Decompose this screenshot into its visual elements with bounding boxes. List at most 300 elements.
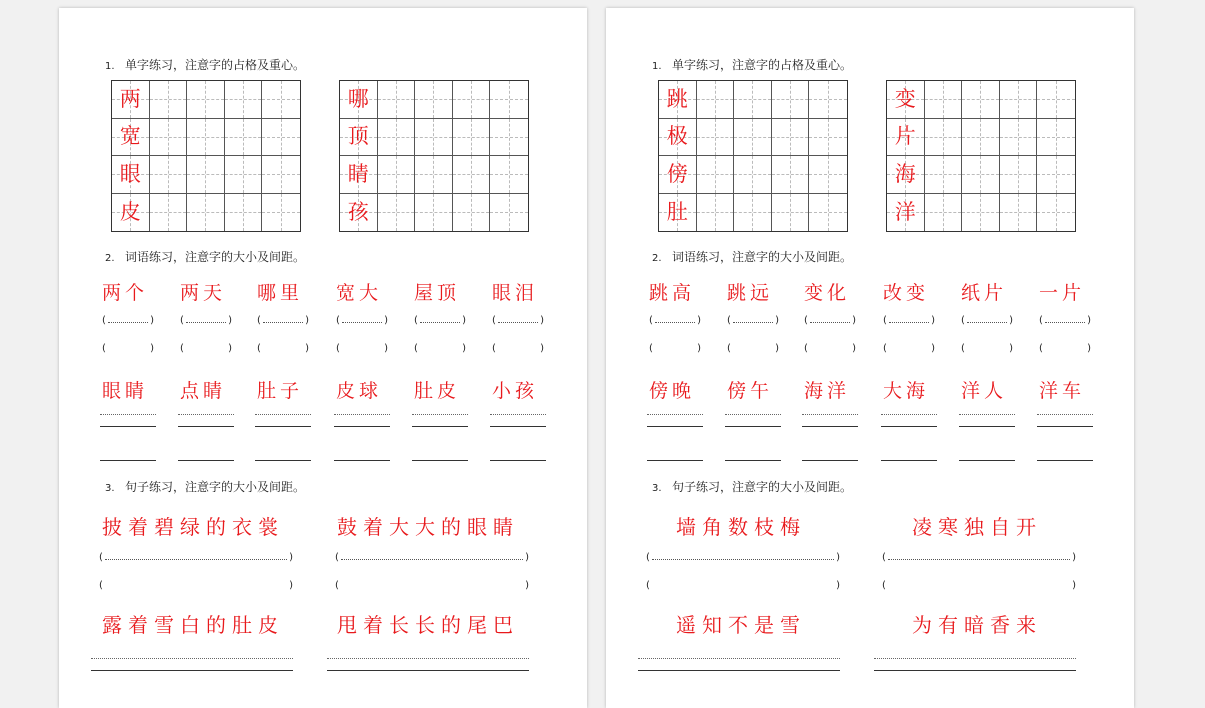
grid-cell[interactable] [453, 194, 491, 232]
model-character: 跳 [666, 86, 688, 111]
grid-cell[interactable] [809, 194, 847, 232]
grid-cell[interactable] [772, 81, 810, 119]
word-model: 两天 [180, 282, 227, 304]
baseline [725, 460, 781, 461]
pinyin-blank[interactable] [961, 315, 1013, 329]
grid-cell[interactable] [112, 81, 150, 119]
paren-close: ) [384, 343, 388, 354]
pinyin-blank[interactable] [649, 343, 701, 357]
pinyin-blank-long[interactable] [646, 580, 840, 594]
baseline [959, 460, 1015, 461]
paren-close: ) [775, 343, 779, 354]
baseline [490, 460, 546, 461]
baseline [255, 460, 311, 461]
paren-close: ) [305, 343, 309, 354]
dotted-guide [810, 322, 850, 323]
dotted-guide [498, 322, 538, 323]
pinyin-blank[interactable] [102, 343, 154, 357]
baseline [100, 460, 156, 461]
baseline [725, 426, 781, 427]
grid-cell[interactable] [925, 119, 963, 157]
paren-open: ( [646, 580, 650, 591]
grid-cell[interactable] [378, 81, 416, 119]
paren-open: ( [883, 343, 887, 354]
word-model: 跳高 [649, 282, 696, 304]
grid-cell[interactable] [809, 81, 847, 119]
grid-cell[interactable] [187, 156, 225, 194]
dotted-guide [341, 559, 523, 560]
paren-open: ( [336, 343, 340, 354]
paren-close: ) [228, 315, 232, 326]
pinyin-blank-long[interactable] [99, 580, 293, 594]
paren-close: ) [931, 315, 935, 326]
section-number: 2. [652, 253, 662, 264]
word-model: 一片 [1039, 282, 1086, 304]
grid-cell[interactable] [490, 156, 528, 194]
paren-open: ( [883, 315, 887, 326]
paren-open: ( [102, 315, 106, 326]
grid-cell[interactable] [962, 81, 1000, 119]
grid-cell[interactable] [734, 119, 772, 157]
grid-cell[interactable] [150, 194, 188, 232]
model-character: 孩 [347, 199, 369, 224]
paren-close: ) [384, 315, 388, 326]
baseline [881, 460, 937, 461]
model-character: 顶 [347, 124, 369, 149]
paren-open: ( [649, 315, 653, 326]
grid-cell[interactable] [225, 156, 263, 194]
grid-cell[interactable] [150, 119, 188, 157]
paren-close: ) [150, 343, 154, 354]
word-model: 点睛 [180, 380, 227, 402]
pinyin-blank[interactable] [804, 315, 856, 329]
model-character: 睛 [347, 161, 369, 186]
pinyin-blank-long[interactable] [335, 552, 529, 566]
grid-cell[interactable] [962, 194, 1000, 232]
paren-open: ( [180, 315, 184, 326]
baseline [638, 670, 840, 671]
baseline [881, 426, 937, 427]
dotted-guide [1045, 322, 1085, 323]
grid-cell[interactable] [772, 119, 810, 157]
pinyin-blank-long[interactable] [882, 580, 1076, 594]
dotted-line [959, 414, 1015, 415]
tianzige-grid-grid-b [339, 80, 529, 232]
word-model: 洋人 [961, 380, 1008, 402]
sentence-model: 为有暗香来 [912, 613, 1042, 637]
dotted-line [638, 658, 840, 659]
grid-cell[interactable] [340, 194, 378, 232]
baseline [412, 460, 468, 461]
dotted-guide [420, 322, 460, 323]
baseline [334, 460, 390, 461]
sentence-model: 露着雪白的肚皮 [102, 613, 284, 637]
baseline [490, 426, 546, 427]
grid-cell[interactable] [925, 156, 963, 194]
word-model: 肚子 [257, 380, 304, 402]
baseline [178, 460, 234, 461]
grid-cell[interactable] [887, 194, 925, 232]
section-title: 单字练习，注意字的占格及重心。 [672, 58, 853, 72]
dotted-line [178, 414, 234, 415]
paren-open: ( [257, 315, 261, 326]
dotted-line [334, 414, 390, 415]
model-character: 变 [894, 86, 916, 111]
baseline [91, 670, 293, 671]
pinyin-blank[interactable] [492, 315, 544, 329]
paren-close: ) [1009, 315, 1013, 326]
paren-close: ) [525, 580, 529, 591]
worksheet-page-right [606, 8, 1134, 708]
word-model: 跳远 [727, 282, 774, 304]
model-character: 海 [894, 161, 916, 186]
word-model: 屋顶 [414, 282, 461, 304]
model-character: 皮 [119, 199, 141, 224]
grid-cell[interactable] [150, 156, 188, 194]
baseline [412, 426, 468, 427]
grid-cell[interactable] [1000, 119, 1038, 157]
pinyin-blank-long[interactable] [335, 580, 529, 594]
paren-open: ( [727, 343, 731, 354]
word-model: 傍午 [727, 380, 774, 402]
dotted-guide [342, 322, 382, 323]
baseline [327, 670, 529, 671]
section-heading-h3 [652, 478, 852, 495]
paren-close: ) [289, 580, 293, 591]
paren-open: ( [646, 552, 650, 563]
dotted-guide [108, 322, 148, 323]
baseline [959, 426, 1015, 427]
paren-open: ( [492, 315, 496, 326]
paren-open: ( [102, 343, 106, 354]
model-character: 傍 [666, 161, 688, 186]
grid-cell[interactable] [225, 194, 263, 232]
baseline [1037, 460, 1093, 461]
paren-open: ( [961, 315, 965, 326]
word-model: 哪里 [257, 282, 304, 304]
grid-cell[interactable] [378, 194, 416, 232]
word-model: 纸片 [961, 282, 1008, 304]
grid-cell[interactable] [1037, 194, 1075, 232]
model-character: 洋 [894, 199, 916, 224]
dotted-guide [889, 322, 929, 323]
pinyin-blank[interactable] [727, 343, 779, 357]
paren-open: ( [99, 580, 103, 591]
paren-close: ) [836, 552, 840, 563]
baseline [802, 426, 858, 427]
dotted-line [874, 658, 1076, 659]
paren-open: ( [882, 552, 886, 563]
pinyin-blank[interactable] [649, 315, 701, 329]
section-number: 2. [105, 253, 115, 264]
grid-cell[interactable] [262, 156, 300, 194]
pinyin-blank[interactable] [727, 315, 779, 329]
grid-cell[interactable] [378, 156, 416, 194]
paren-close: ) [1009, 343, 1013, 354]
baseline [647, 426, 703, 427]
grid-cell[interactable] [112, 156, 150, 194]
grid-cell[interactable] [734, 194, 772, 232]
pinyin-blank[interactable] [414, 343, 466, 357]
pinyin-blank[interactable] [804, 343, 856, 357]
paren-close: ) [150, 315, 154, 326]
paren-close: ) [540, 315, 544, 326]
dotted-guide [888, 559, 1070, 560]
paren-open: ( [99, 552, 103, 563]
model-character: 哪 [347, 86, 369, 111]
paren-close: ) [540, 343, 544, 354]
section-heading-h3 [105, 478, 305, 495]
grid-cell[interactable] [659, 156, 697, 194]
section-title: 句子练习，注意字的大小及间距。 [672, 480, 853, 494]
baseline [647, 460, 703, 461]
grid-cell[interactable] [340, 156, 378, 194]
pinyin-blank[interactable] [102, 315, 154, 329]
paren-close: ) [1072, 580, 1076, 591]
sentence-model: 鼓着大大的眼睛 [337, 515, 519, 539]
grid-cell[interactable] [659, 119, 697, 157]
dotted-guide [652, 559, 834, 560]
model-character: 肚 [666, 199, 688, 224]
pinyin-blank[interactable] [1039, 315, 1091, 329]
dotted-guide [105, 559, 287, 560]
grid-cell[interactable] [772, 156, 810, 194]
word-model: 肚皮 [414, 380, 461, 402]
paren-open: ( [804, 315, 808, 326]
section-heading-h2 [652, 248, 852, 265]
grid-cell[interactable] [262, 194, 300, 232]
dotted-guide [967, 322, 1007, 323]
grid-cell[interactable] [340, 119, 378, 157]
paren-close: ) [305, 315, 309, 326]
dotted-guide [733, 322, 773, 323]
paren-close: ) [462, 343, 466, 354]
pinyin-blank[interactable] [336, 343, 388, 357]
dotted-line [327, 658, 529, 659]
grid-cell[interactable] [150, 81, 188, 119]
pinyin-blank[interactable] [336, 315, 388, 329]
dotted-line [802, 414, 858, 415]
grid-cell[interactable] [659, 194, 697, 232]
paren-open: ( [649, 343, 653, 354]
grid-cell[interactable] [697, 119, 735, 157]
grid-cell[interactable] [962, 119, 1000, 157]
paren-close: ) [228, 343, 232, 354]
grid-cell[interactable] [887, 119, 925, 157]
grid-cell[interactable] [112, 119, 150, 157]
dotted-line [647, 414, 703, 415]
grid-cell[interactable] [490, 194, 528, 232]
tianzige-grid-grid-a [111, 80, 301, 232]
grid-cell[interactable] [415, 156, 453, 194]
paren-open: ( [804, 343, 808, 354]
paren-close: ) [1087, 315, 1091, 326]
section-heading-h2 [105, 248, 305, 265]
word-model: 洋车 [1039, 380, 1086, 402]
dotted-line [100, 414, 156, 415]
dotted-guide [263, 322, 303, 323]
sentence-model: 甩着长长的尾巴 [337, 613, 519, 637]
sentence-model: 披着碧绿的衣裳 [102, 515, 284, 539]
paren-open: ( [180, 343, 184, 354]
grid-cell[interactable] [1000, 156, 1038, 194]
grid-cell[interactable] [1037, 119, 1075, 157]
model-character: 眼 [119, 161, 141, 186]
grid-cell[interactable] [112, 194, 150, 232]
word-model: 傍晚 [649, 380, 696, 402]
dotted-line [1037, 414, 1093, 415]
paren-close: ) [1072, 552, 1076, 563]
section-title: 单字练习，注意字的占格及重心。 [125, 58, 306, 72]
pinyin-blank[interactable] [180, 343, 232, 357]
paren-open: ( [961, 343, 965, 354]
grid-cell[interactable] [697, 156, 735, 194]
word-model: 改变 [883, 282, 930, 304]
paren-close: ) [852, 315, 856, 326]
grid-cell[interactable] [490, 81, 528, 119]
tianzige-grid-grid-b [886, 80, 1076, 232]
paren-close: ) [1087, 343, 1091, 354]
paren-close: ) [462, 315, 466, 326]
grid-cell[interactable] [659, 81, 697, 119]
paren-open: ( [414, 343, 418, 354]
dotted-line [412, 414, 468, 415]
paren-open: ( [336, 315, 340, 326]
grid-cell[interactable] [187, 119, 225, 157]
model-character: 宽 [119, 124, 141, 149]
grid-cell[interactable] [378, 119, 416, 157]
tianzige-grid-grid-a [658, 80, 848, 232]
baseline [874, 670, 1076, 671]
dotted-line [490, 414, 546, 415]
word-model: 变化 [804, 282, 851, 304]
section-number: 3. [652, 483, 662, 494]
word-model: 眼睛 [102, 380, 149, 402]
grid-cell[interactable] [262, 81, 300, 119]
sentence-model: 遥知不是雪 [676, 613, 806, 637]
section-title: 句子练习，注意字的大小及间距。 [125, 480, 306, 494]
pinyin-blank[interactable] [883, 343, 935, 357]
pinyin-blank[interactable] [492, 343, 544, 357]
pinyin-blank-long[interactable] [882, 552, 1076, 566]
grid-cell[interactable] [962, 156, 1000, 194]
grid-cell[interactable] [925, 81, 963, 119]
paren-open: ( [335, 580, 339, 591]
paren-close: ) [931, 343, 935, 354]
grid-cell[interactable] [225, 81, 263, 119]
grid-cell[interactable] [453, 81, 491, 119]
pinyin-blank-long[interactable] [646, 552, 840, 566]
word-model: 两个 [102, 282, 149, 304]
pinyin-blank-long[interactable] [99, 552, 293, 566]
paren-open: ( [414, 315, 418, 326]
grid-cell[interactable] [225, 119, 263, 157]
paren-open: ( [257, 343, 261, 354]
grid-cell[interactable] [697, 81, 735, 119]
grid-cell[interactable] [490, 119, 528, 157]
grid-cell[interactable] [1037, 156, 1075, 194]
sentence-model: 凌寒独自开 [912, 515, 1042, 539]
dotted-line [881, 414, 937, 415]
model-character: 两 [119, 86, 141, 111]
paren-open: ( [1039, 343, 1043, 354]
grid-cell[interactable] [1000, 194, 1038, 232]
paren-open: ( [727, 315, 731, 326]
paren-close: ) [289, 552, 293, 563]
word-model: 海洋 [804, 380, 851, 402]
grid-cell[interactable] [415, 81, 453, 119]
paren-close: ) [697, 315, 701, 326]
grid-cell[interactable] [415, 119, 453, 157]
baseline [100, 426, 156, 427]
grid-cell[interactable] [1000, 81, 1038, 119]
pinyin-blank[interactable] [961, 343, 1013, 357]
grid-cell[interactable] [734, 81, 772, 119]
grid-cell[interactable] [809, 156, 847, 194]
dotted-guide [186, 322, 226, 323]
dotted-line [255, 414, 311, 415]
grid-cell[interactable] [340, 81, 378, 119]
paren-close: ) [775, 315, 779, 326]
pinyin-blank[interactable] [180, 315, 232, 329]
grid-cell[interactable] [187, 194, 225, 232]
baseline [1037, 426, 1093, 427]
word-model: 小孩 [492, 380, 539, 402]
grid-cell[interactable] [453, 119, 491, 157]
paren-close: ) [852, 343, 856, 354]
grid-cell[interactable] [734, 156, 772, 194]
pinyin-blank[interactable] [257, 315, 309, 329]
worksheet-page-left [59, 8, 587, 708]
pinyin-blank[interactable] [1039, 343, 1091, 357]
section-title: 词语练习，注意字的大小及间距。 [125, 250, 306, 264]
paren-open: ( [1039, 315, 1043, 326]
section-number: 1. [652, 61, 662, 72]
pinyin-blank[interactable] [883, 315, 935, 329]
paren-open: ( [882, 580, 886, 591]
dotted-line [91, 658, 293, 659]
paren-open: ( [335, 552, 339, 563]
grid-cell[interactable] [262, 119, 300, 157]
grid-cell[interactable] [809, 119, 847, 157]
grid-cell[interactable] [1037, 81, 1075, 119]
paren-open: ( [492, 343, 496, 354]
grid-cell[interactable] [887, 156, 925, 194]
grid-cell[interactable] [187, 81, 225, 119]
baseline [802, 460, 858, 461]
pinyin-blank[interactable] [414, 315, 466, 329]
sentence-model: 墙角数枝梅 [676, 515, 806, 539]
word-model: 眼泪 [492, 282, 539, 304]
word-model: 皮球 [336, 380, 383, 402]
section-heading-h1 [105, 56, 305, 73]
grid-cell[interactable] [772, 194, 810, 232]
paren-close: ) [697, 343, 701, 354]
pinyin-blank[interactable] [257, 343, 309, 357]
baseline [334, 426, 390, 427]
grid-cell[interactable] [453, 156, 491, 194]
grid-cell[interactable] [925, 194, 963, 232]
baseline [255, 426, 311, 427]
paren-close: ) [525, 552, 529, 563]
model-character: 片 [894, 124, 916, 149]
section-title: 词语练习，注意字的大小及间距。 [672, 250, 853, 264]
grid-cell[interactable] [415, 194, 453, 232]
grid-cell[interactable] [697, 194, 735, 232]
dotted-line [725, 414, 781, 415]
dotted-guide [655, 322, 695, 323]
grid-cell[interactable] [887, 81, 925, 119]
